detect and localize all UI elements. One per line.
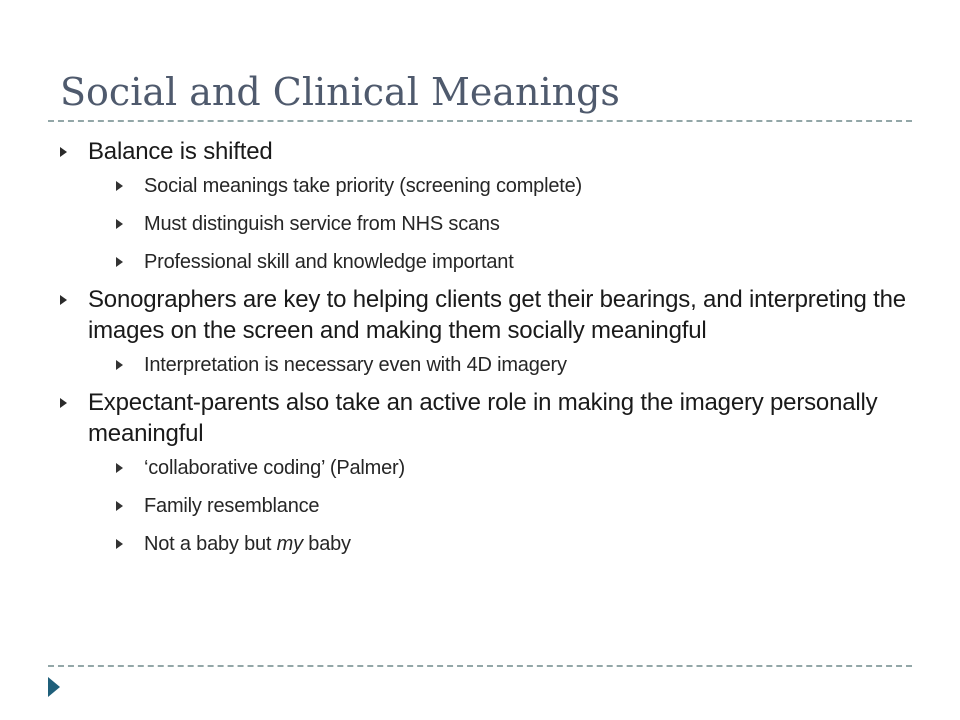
bullet-text: Expectant-parents also take an active role in making the imagery personally meaningful [88,389,878,447]
sub-bullet-triangle-icon [116,360,123,370]
title-divider [48,120,912,122]
triangle-right-icon [48,677,60,697]
sub-bullet-triangle-icon [116,257,123,267]
sub-bullet-triangle-icon [116,501,123,511]
bullet-text: Sonographers are key to helping clients get their bearings, and interpreting the images on the screen and making them socially meaningful [88,286,906,344]
bullet-triangle-icon [60,295,67,305]
sub-bullet-emphasis: my [276,533,303,555]
bullet-item [60,284,920,379]
slide-title: Social and Clinical Meanings [60,70,620,114]
sub-bullet-text-suffix: baby [302,533,351,555]
sub-bullet-list [88,172,920,276]
sub-bullet-item [116,172,920,200]
footer-divider [48,665,912,667]
sub-bullet-text: Family resemblance [144,495,320,517]
sub-bullet-text: ‘collaborative coding’ (Palmer) [144,457,405,479]
sub-bullet-item [116,454,920,482]
sub-bullet-text: Social meanings take priority (screening complete) [144,175,582,197]
sub-bullet-triangle-icon [116,181,123,191]
sub-bullet-text: Interpretation is necessary even with 4D imagery [144,354,567,376]
sub-bullet-list [88,454,920,558]
bullet-list [60,136,920,558]
sub-bullet-text-prefix: Not a baby but [144,533,277,555]
bullet-item [60,136,920,276]
sub-bullet-item [116,210,920,238]
bullet-triangle-icon [60,398,67,408]
bullet-triangle-icon [60,147,67,157]
sub-bullet-item [116,248,920,276]
sub-bullet-item [116,351,920,379]
bullet-text: Balance is shifted [88,138,273,165]
sub-bullet-item [116,530,920,558]
sub-bullet-triangle-icon [116,463,123,473]
bullet-item [60,387,920,558]
sub-bullet-triangle-icon [116,539,123,549]
sub-bullet-text: Must distinguish service from NHS scans [144,213,500,235]
sub-bullet-item [116,492,920,520]
sub-bullet-triangle-icon [116,219,123,229]
sub-bullet-text: Professional skill and knowledge important [144,251,514,273]
sub-bullet-list [88,351,920,379]
